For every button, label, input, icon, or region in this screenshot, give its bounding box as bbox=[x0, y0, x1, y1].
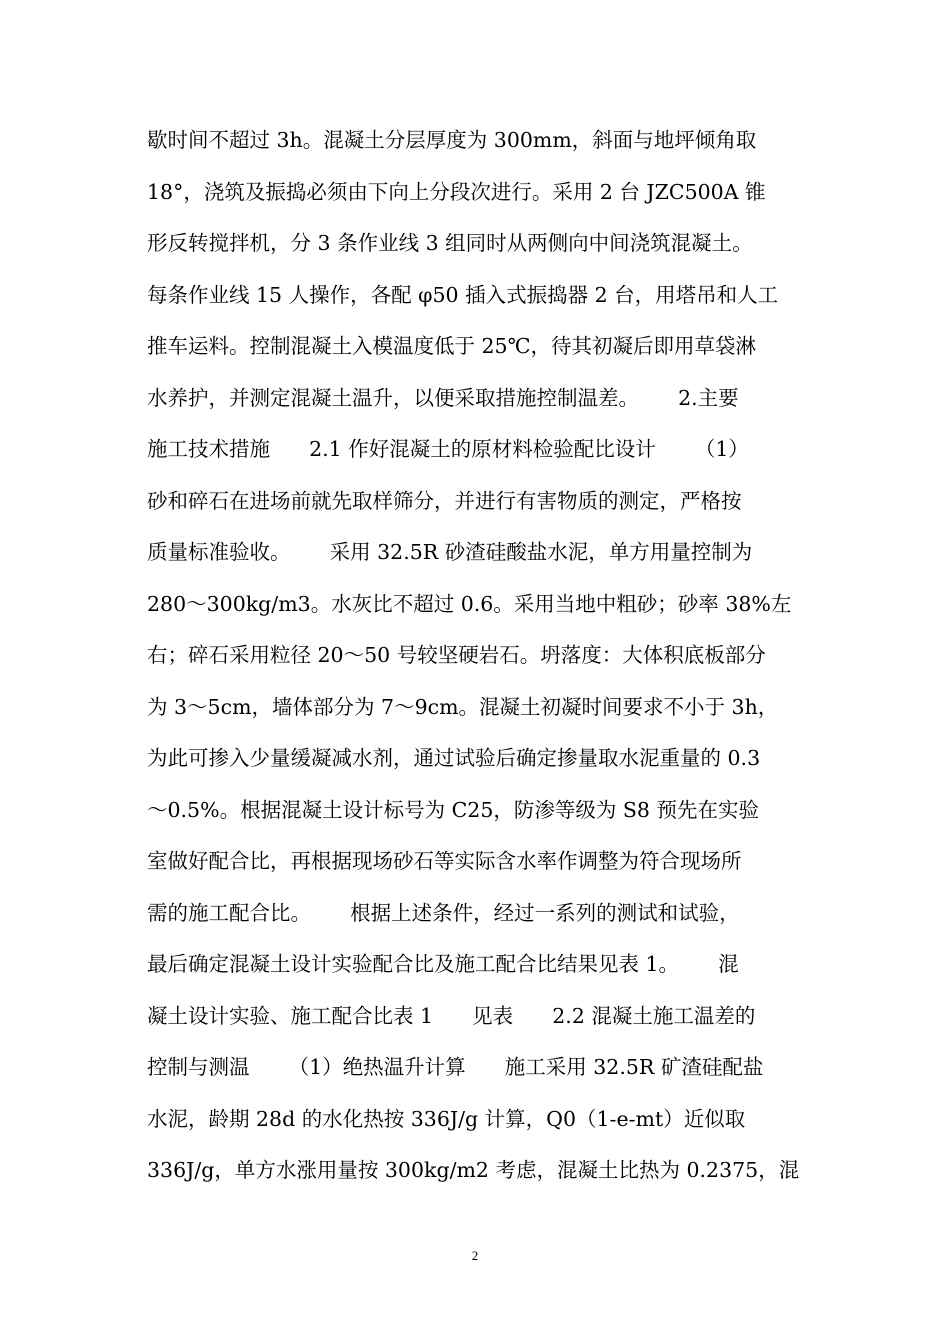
text-line: 每条作业线 15 人操作，各配 φ50 插入式振捣器 2 台，用塔吊和人工 bbox=[147, 282, 779, 307]
text-line: 施工技术措施 2.1 作好混凝土的原材料检验配比设计 （1） bbox=[147, 437, 749, 461]
body-text bbox=[147, 115, 827, 1197]
text-line: 水养护，并测定混凝土温升，以便采取措施控制温差。 2.主要 bbox=[147, 385, 739, 410]
text-line: 室做好配合比，再根据现场砂石等实际含水率作调整为符合现场所 bbox=[147, 849, 742, 873]
text-line: 280～300kg/m3。水灰比不超过 0.6。采用当地中粗砂；砂率 38%左 bbox=[147, 591, 792, 616]
text-line: 歇时间不超过 3h。混凝土分层厚度为 300mm，斜面与地坪倾角取 bbox=[147, 128, 757, 152]
text-line: 为 3～5cm，墙体部分为 7～9cm。混凝土初凝时间要求不小于 3h， bbox=[147, 694, 779, 719]
page-number: 2 bbox=[471, 1248, 479, 1263]
text-line: 为此可掺入少量缓凝减水剂，通过试验后确定掺量取水泥重量的 0.3 bbox=[147, 746, 761, 770]
text-line: 推车运料。控制混凝土入模温度低于 25℃，待其初凝后即用草袋淋 bbox=[147, 334, 757, 358]
text-line: 质量标准验收。 采用 32.5R 砂渣硅酸盐水泥，单方用量控制为 bbox=[147, 540, 753, 564]
text-line: 需的施工配合比。 根据上述条件，经过一系列的测试和试验， bbox=[147, 900, 740, 925]
text-line: 凝土设计实验、施工配合比表 1 见表 2.2 混凝土施工温差的 bbox=[147, 1003, 756, 1028]
text-line: 形反转搅拌机，分 3 条作业线 3 组同时从两侧向中间浇筑混凝土。 bbox=[147, 231, 753, 255]
text-line: 控制与测温 （1）绝热温升计算 施工采用 32.5R 矿渣硅配盐 bbox=[147, 1055, 764, 1079]
text-line: 18°，浇筑及振捣必须由下向上分段次进行。采用 2 台 JZC500A 锥 bbox=[147, 179, 766, 204]
text-line: 水泥，龄期 28d 的水化热按 336J/g 计算，Q0（1-e-mt）近似取 bbox=[147, 1106, 746, 1131]
text-line: 最后确定混凝土设计实验配合比及施工配合比结果见表 1。 混 bbox=[147, 952, 739, 976]
text-line: 右；碎石采用粒径 20～50 号较坚硬岩石。坍落度：大体积底板部分 bbox=[147, 643, 766, 667]
text-line: 336J/g，单方水涨用量按 300kg/m2 考虑，混凝土比热为 0.2375，混 bbox=[147, 1158, 800, 1182]
text-line: 砂和碎石在进场前就先取样筛分，并进行有害物质的测定，严格按 bbox=[147, 488, 742, 513]
text-line: ～0.5%。根据混凝土设计标号为 C25，防渗等级为 S8 预先在实验 bbox=[147, 797, 759, 822]
